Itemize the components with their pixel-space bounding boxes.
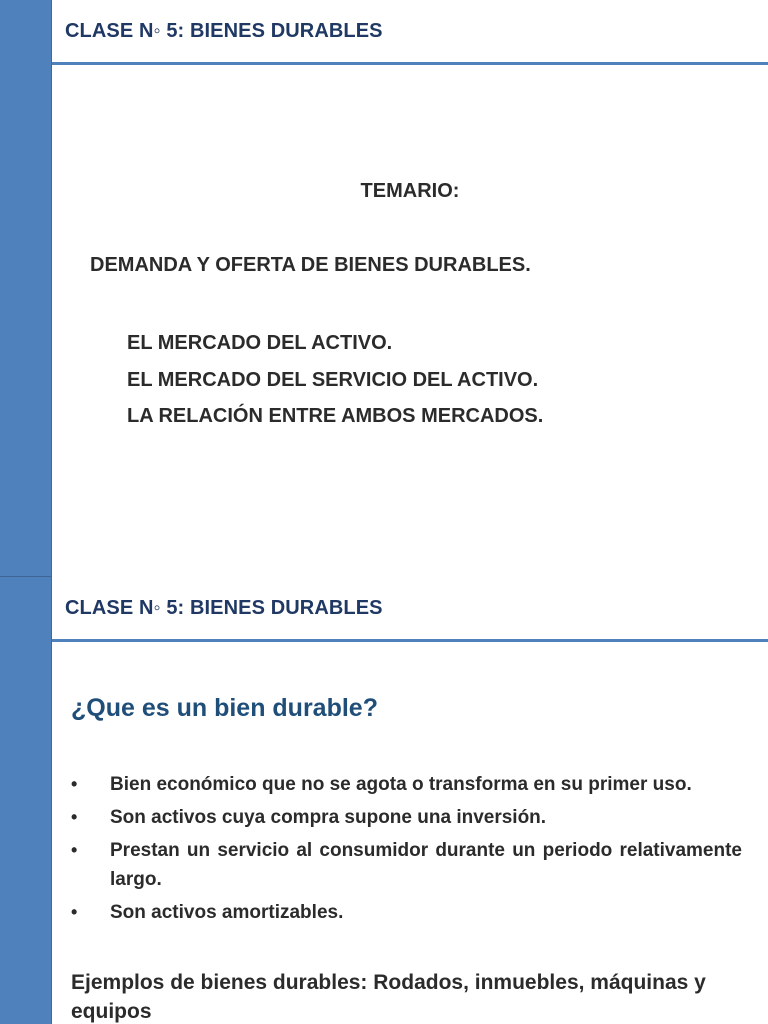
subtopic-item: EL MERCADO DEL ACTIVO.: [127, 332, 393, 354]
bullet-item: [71, 770, 742, 799]
definition-bullet-list: [71, 770, 742, 931]
temario-heading: TEMARIO:: [360, 180, 460, 202]
bullet-text: Son activos amortizables.: [110, 902, 344, 923]
subtopic-list: [127, 325, 543, 435]
question-heading: ¿Que es un bien durable?: [71, 694, 378, 722]
bullet-item: [71, 898, 742, 927]
examples-text: Ejemplos de bienes durables: Rodados, inmuebles, máquinas y equipos: [71, 971, 706, 1023]
slide-1-accent-bar: [0, 0, 52, 576]
slide-1-title: CLASE N◦ 5: BIENES DURABLES: [65, 20, 383, 42]
bullet-text: Son activos cuya compra supone una inversión.: [110, 807, 547, 828]
bullet-icon: •: [71, 807, 78, 827]
slide-2: [0, 576, 768, 1024]
bullet-text: Bien económico que no se agota o transforma en su primer uso.: [110, 774, 692, 795]
bullet-item: [71, 803, 742, 832]
bullet-item: [71, 836, 742, 894]
bullet-text: Prestan un servicio al consumidor durante un periodo relativamente largo.: [110, 840, 742, 890]
slide-2-title: CLASE N◦ 5: BIENES DURABLES: [65, 597, 383, 619]
subtopic-item: LA RELACIÓN ENTRE AMBOS MERCADOS.: [127, 405, 544, 427]
subtopic-item: EL MERCADO DEL SERVICIO DEL ACTIVO.: [127, 368, 539, 391]
bullet-icon: •: [71, 840, 78, 860]
main-topic: DEMANDA Y OFERTA DE BIENES DURABLES.: [90, 254, 531, 276]
slide-2-title-rule: [52, 639, 768, 642]
bullet-icon: •: [71, 774, 78, 794]
slide-2-accent-bar: [0, 576, 52, 1024]
bullet-icon: •: [71, 902, 78, 922]
slide-1-title-rule: [52, 62, 768, 65]
